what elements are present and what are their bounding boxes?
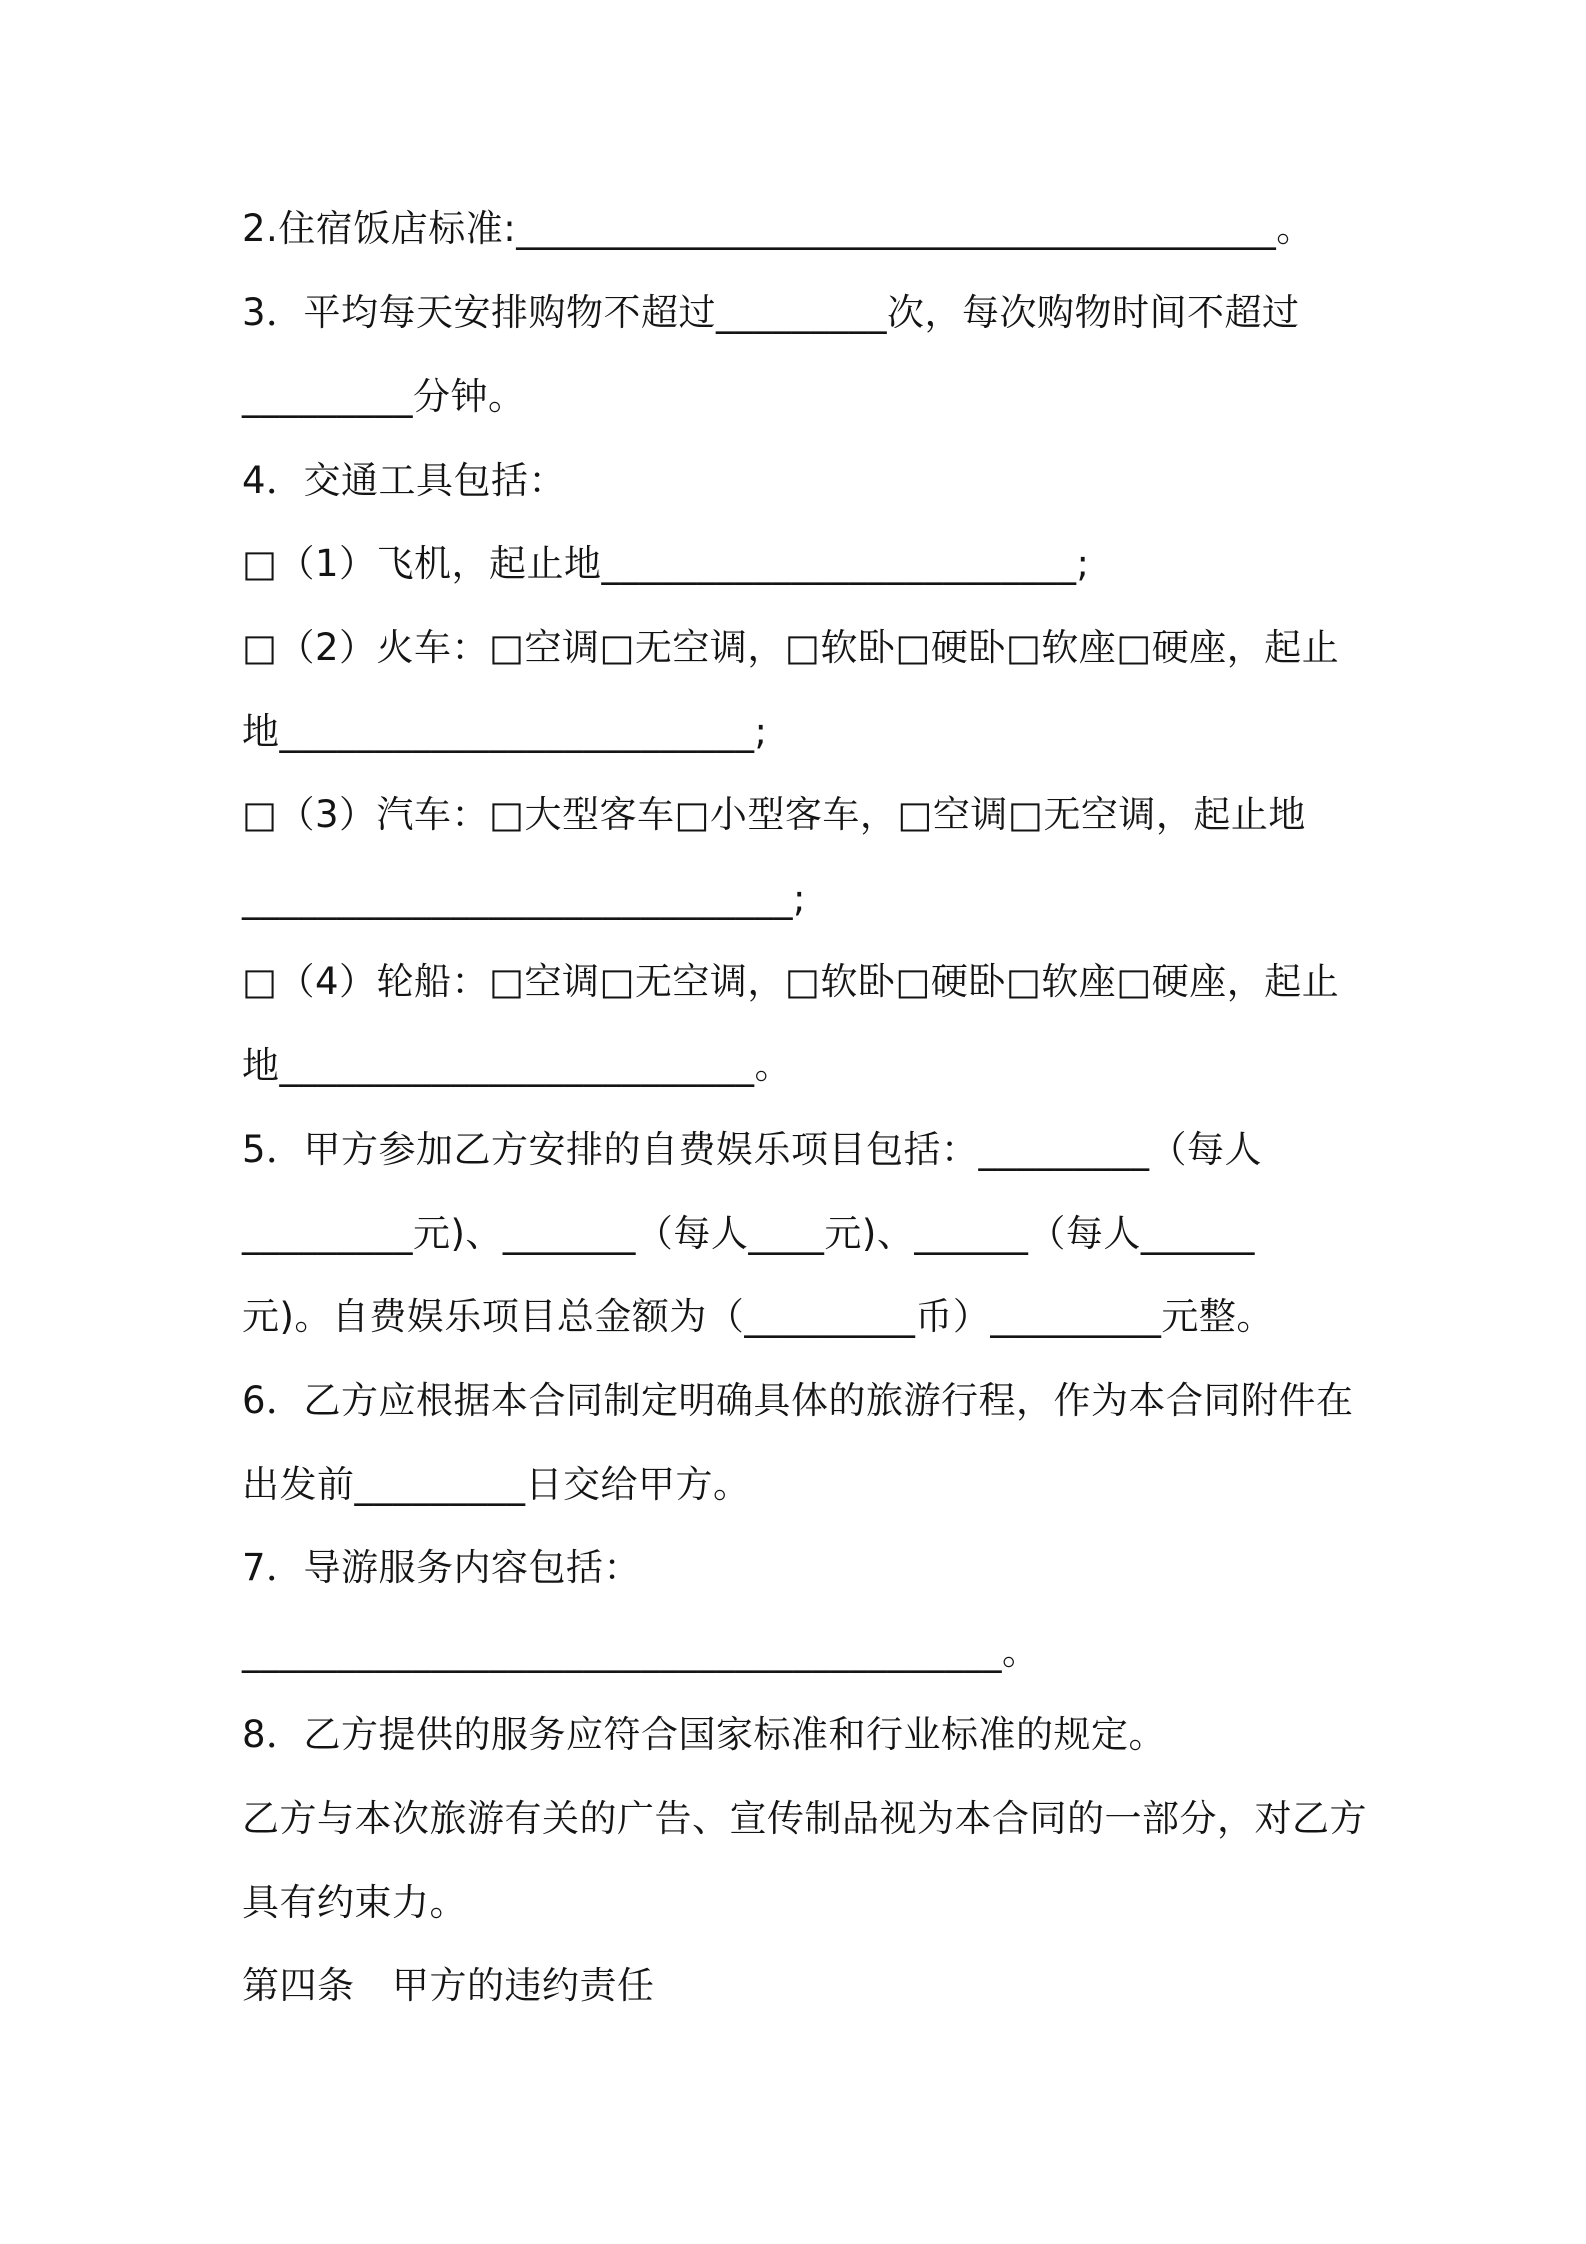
clause-4-transport-heading: 4．交通工具包括： xyxy=(242,459,567,502)
clause-5-optional-activities: 5．甲方参加乙方安排的自费娱乐项目包括：_________（每人 xyxy=(242,1128,1263,1171)
transport-option-ship-route: 地_________________________。 xyxy=(242,1044,792,1087)
transport-option-train: □（2）火车：□空调□无空调，□软卧□硬卧□软座□硬座，起止 xyxy=(242,626,1340,669)
clause-3-shopping-duration: _________分钟。 xyxy=(242,375,526,418)
transport-option-ship: □（4）轮船：□空调□无空调，□软卧□硬卧□软座□硬座，起止 xyxy=(242,960,1340,1003)
article-4-heading: 第四条 甲方的违约责任 xyxy=(242,1964,655,2007)
clause-3-shopping-limit: 3．平均每天安排购物不超过_________次，每次购物时间不超过 xyxy=(242,291,1300,334)
transport-option-train-route: 地_________________________; xyxy=(242,710,768,753)
advertising-clause: 乙方与本次旅游有关的广告、宣传制品视为本合同的一部分，对乙方 xyxy=(242,1797,1367,1840)
transport-option-bus-route: _____________________________; xyxy=(242,877,806,920)
transport-option-bus: □（3）汽车：□大型客车□小型客车，□空调□无空调，起止地 xyxy=(242,793,1306,836)
clause-5-total-amount: 元)。自费娱乐项目总金额为（_________币）_________元整。 xyxy=(242,1295,1274,1338)
clause-5-activity-prices: _________元)、_______（每人____元)、______（每人______ xyxy=(242,1212,1255,1255)
transport-option-airplane: □（1）飞机，起止地_________________________; xyxy=(242,542,1090,585)
clause-6-delivery-days: 出发前_________日交给甲方。 xyxy=(242,1463,751,1506)
advertising-clause-binding: 具有约束力。 xyxy=(242,1881,467,1924)
clause-8-standards: 8．乙方提供的服务应符合国家标准和行业标准的规定。 xyxy=(242,1713,1167,1756)
clause-2-hotel-standard: 2.住宿饭店标准:________________________________________。 xyxy=(242,207,1314,250)
clause-7-guide-services: 7．导游服务内容包括： xyxy=(242,1546,642,1589)
clause-7-blank: ________________________________________。 xyxy=(242,1630,1040,1673)
clause-6-itinerary: 6．乙方应根据本合同制定明确具体的旅游行程，作为本合同附件在 xyxy=(242,1379,1354,1422)
